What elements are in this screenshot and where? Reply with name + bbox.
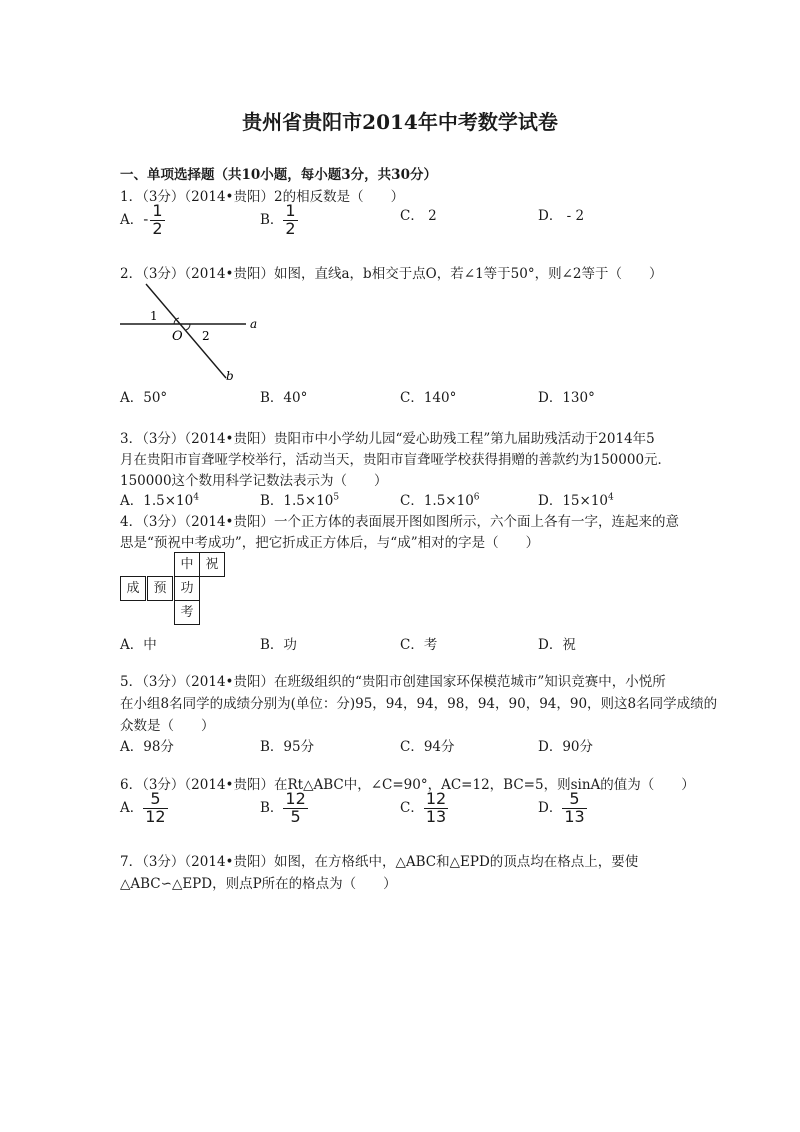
option-label: B． <box>260 799 284 816</box>
q6-option-a <box>120 791 168 826</box>
q2-option-b: B．40° <box>260 390 308 406</box>
numerator: 5 <box>143 791 167 809</box>
option-text: D．15×10 <box>538 493 608 509</box>
question-6-stem: 6．（3分）（2014•贵阳）在Rt△ABC中，∠C=90°，AC=12，BC=5，则sinA的值为（ ） <box>120 777 695 793</box>
angle-2-arc <box>186 324 190 330</box>
q2-option-a: A．50° <box>120 390 168 406</box>
fraction <box>283 203 297 238</box>
question-3-line-2: 月在贵阳市盲聋哑学校举行，活动当天，贵阳市盲聋哑学校获得捐赠的善款约为150000元． <box>120 452 672 468</box>
question-5-line-1: 5．（3分）（2014•贵阳）在班级组织的“贵阳市创建国家环保模范城市”知识竞赛中，小悦所 <box>120 674 666 690</box>
denominator: 13 <box>564 806 585 826</box>
denominator: 5 <box>290 806 301 826</box>
denominator: 12 <box>145 806 166 826</box>
numerator: 12 <box>425 789 447 808</box>
exponent: 5 <box>333 492 340 503</box>
line-b-label: b <box>226 369 234 383</box>
cube-face-zhong: 中 <box>174 552 200 577</box>
denominator: 13 <box>425 806 447 826</box>
fraction <box>562 791 586 826</box>
numerator: 12 <box>285 789 306 808</box>
point-o-label: O <box>172 329 183 344</box>
q4-option-d: D．祝 <box>538 637 576 653</box>
exponent: 4 <box>193 492 199 503</box>
fraction <box>143 791 167 826</box>
question-7-line-1: 7．（3分）（2014•贵阳）如图，在方格纸中，△ABC和△EPD的顶点均在格点上，要使 <box>120 854 639 870</box>
angle-1-label: 1 <box>150 309 158 323</box>
question-7-line-2: △ABC∽△EPD，则点P所在的格点为（ ） <box>120 876 397 892</box>
option-text: C．1.5×10 <box>400 493 474 509</box>
exponent: 4 <box>608 492 614 503</box>
question-2-stem: 2．（3分）（2014•贵阳）如图，直线a，b相交于点O，若∠1等于50°，则∠2等于（ ） <box>120 266 663 282</box>
question-1-stem: 1．（3分）（2014•贵阳）2的相反数是（ ） <box>120 189 405 205</box>
question-3-line-3: 150000这个数用科学记数法表示为（ ） <box>120 473 388 489</box>
q1-option-b <box>260 203 298 238</box>
fraction <box>283 791 307 826</box>
q3-option-b <box>260 489 339 509</box>
q4-option-a: A．中 <box>120 637 157 653</box>
q1-option-a <box>120 203 165 238</box>
option-label: D． <box>538 799 563 816</box>
fraction <box>150 203 164 238</box>
section-heading: 一、单项选择题（共10小题，每小题3分，共30分） <box>120 167 437 183</box>
option-label: A． <box>120 211 144 228</box>
intersecting-lines-figure <box>118 282 268 384</box>
option-label: C． <box>400 799 424 816</box>
q6-option-b <box>260 791 308 826</box>
q5-option-a: A．98分 <box>120 739 174 755</box>
cube-face-zhu: 祝 <box>199 552 225 577</box>
numerator: 1 <box>285 201 296 220</box>
cube-face-kao: 考 <box>174 600 200 625</box>
cube-face-gong: 功 <box>174 576 200 601</box>
line-a-label: a <box>250 317 258 331</box>
numerator: 1 <box>152 201 163 220</box>
q4-option-c: C．考 <box>400 637 438 653</box>
question-3-line-1: 3．（3分）（2014•贵阳）贵阳市中小学幼儿园“爱心助残工程”第九届助残活动于2014年5 <box>120 431 655 447</box>
cube-net-figure <box>120 552 230 628</box>
q3-option-c <box>400 489 480 509</box>
cube-face-cheng: 成 <box>120 576 146 601</box>
q3-option-d <box>538 489 614 509</box>
page-title: 贵州省贵阳市2014年中考数学试卷 <box>242 110 558 134</box>
option-label: B． <box>260 211 284 228</box>
q3-option-a <box>120 489 199 509</box>
minus-sign: - <box>143 212 149 229</box>
question-4-line-2: 思是“预祝中考成功”，把它折成正方体后，与“成”相对的字是（ ） <box>120 535 540 551</box>
q5-option-d: D．90分 <box>538 739 594 755</box>
q2-option-d: D．130° <box>538 390 595 406</box>
exponent: 6 <box>473 492 480 503</box>
angle-2-label: 2 <box>202 329 210 343</box>
line-b <box>146 284 226 378</box>
q1-option-c: C． 2 <box>400 208 437 224</box>
q6-option-d <box>538 791 587 826</box>
cube-face-yu: 预 <box>147 576 173 601</box>
option-text: A．1.5×10 <box>120 493 194 509</box>
numerator: 5 <box>562 791 586 809</box>
q1-option-d: D． - 2 <box>538 208 585 224</box>
denominator: 2 <box>152 218 163 238</box>
denominator: 2 <box>285 218 296 238</box>
q2-option-c: C．140° <box>400 390 457 406</box>
fraction <box>424 791 448 826</box>
question-5-line-3: 众数是（ ） <box>120 718 215 734</box>
q5-option-c: C．94分 <box>400 739 455 755</box>
question-5-line-2: 在小组8名同学的成绩分别为(单位：分)95，94，94，98，94，90，94，90，则这8名同学成绩的 <box>120 696 718 712</box>
option-label: A． <box>120 799 144 816</box>
option-text: B．1.5×10 <box>260 493 334 509</box>
q4-option-b: B．功 <box>260 637 297 653</box>
q5-option-b: B．95分 <box>260 739 315 755</box>
question-4-line-1: 4．（3分）（2014•贵阳）一个正方体的表面展开图如图所示，六个面上各有一字，连起来的意 <box>120 514 679 530</box>
q6-option-c <box>400 791 448 826</box>
